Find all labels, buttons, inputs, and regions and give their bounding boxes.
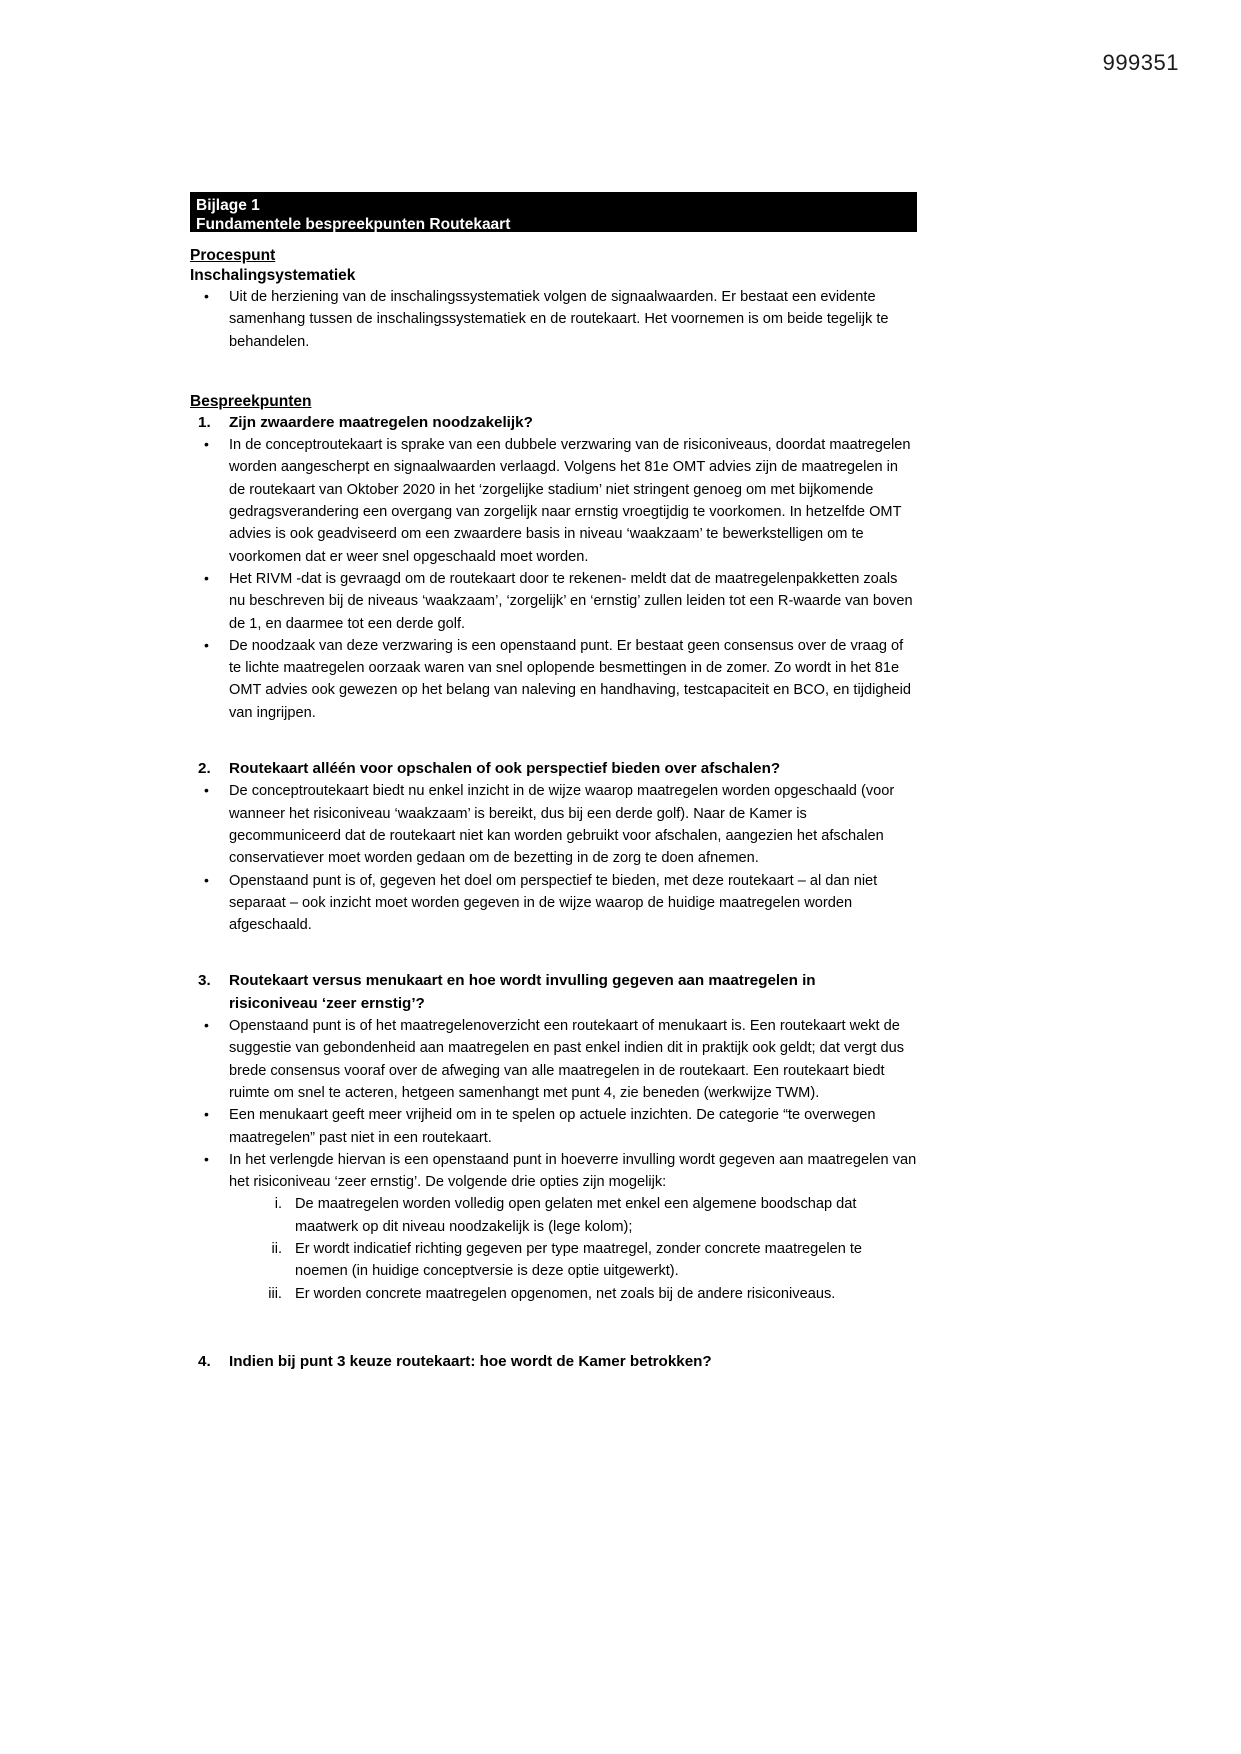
list-item: • In het verlengde hiervan is een openstaand punt in hoeverre invulling wordt gegeven aan maatregelen van het risiconiveau ‘zeer ernstig’. De volgende drie opties zijn mogelijk: — [190, 1149, 917, 1194]
banner-title-line1: Bijlage 1 — [196, 197, 260, 214]
list-item — [190, 1238, 917, 1283]
option-text: Er wordt indicatief richting gegeven per type maatregel, zonder concrete maatregelen te noemen (in huidige conceptversie is deze optie uitgewerkt). — [295, 1240, 863, 1280]
item-title: Indien bij punt 3 keuze routekaart: hoe wordt de Kamer betrokken? — [229, 1352, 712, 1370]
bespreekpunt-2-bullets — [190, 780, 917, 936]
bespreekpunt-3-bullets — [190, 1015, 917, 1193]
spacer — [190, 380, 917, 392]
bespreekpunt-2 — [190, 758, 917, 780]
spacer — [190, 1305, 917, 1339]
list-item: • Openstaand punt is of, gegeven het doel om perspectief te bieden, met deze routekaart – al dan niet separaat – ook inzicht moet worden gegeven in de wijze waarop de huidige maatregelen worden afgeschaald. — [190, 870, 917, 937]
item-number: 2. — [198, 760, 211, 778]
document-content — [190, 192, 917, 1373]
option-numeral: ii. — [271, 1240, 282, 1257]
attachment-banner — [190, 192, 917, 232]
item-number: 3. — [198, 972, 211, 990]
list-item: • Een menukaart geeft meer vrijheid om in te spelen op actuele inzichten. De categorie “te overwegen maatregelen” past niet in een routekaart. — [190, 1104, 917, 1149]
document-number: 999351 — [1102, 50, 1179, 75]
banner-title-line2: Fundamentele bespreekpunten Routekaart — [196, 216, 511, 232]
option-numeral: iii. — [268, 1285, 282, 1302]
heading-procespunt: Procespunt — [190, 247, 276, 264]
item-title: Routekaart alléén voor opschalen of ook perspectief bieden over afschalen? — [229, 760, 781, 778]
option-numeral: i. — [274, 1196, 282, 1213]
bespreekpunt-3-options — [190, 1193, 917, 1304]
spacer — [190, 1339, 917, 1351]
item-title-line2: risiconiveau ‘zeer ernstig’? — [229, 994, 425, 1012]
bespreekpunt-4 — [190, 1351, 917, 1373]
bespreekpunt-title — [190, 1351, 917, 1373]
list-item: • Uit de herziening van de inschalingssystematiek volgen de signaalwaarden. Er bestaat een evidente samenhang tussen de inschalingssystematiek en de routekaart. Het voornemen is om beide tegelijk te behandelen. — [190, 286, 917, 353]
item-title-line1: Routekaart versus menukaart en hoe wordt invulling gegeven aan maatregelen in — [229, 972, 816, 990]
item-number: 1. — [198, 413, 211, 431]
item-title: Zijn zwaardere maatregelen noodzakelijk? — [229, 413, 533, 431]
bespreekpunt-title — [190, 412, 917, 434]
spacer — [190, 724, 917, 758]
bespreekpunt-1 — [190, 412, 917, 434]
bespreekpunt-title — [190, 758, 917, 780]
procespunt-bullet-list — [190, 286, 917, 353]
option-text: Er worden concrete maatregelen opgenomen, net zoals bij de andere risiconiveaus. — [295, 1285, 836, 1302]
list-item: • In de conceptroutekaart is sprake van een dubbele verzwaring van de risiconiveaus, doordat maatregelen worden aangescherpt en signaalwaarden verlaagd. Volgens het 81e OMT advies zijn de maatregelen in de routekaart van Oktober 2020 in het ‘zorgelijke stadium’ niet stringent genoeg om met bijkomende gedragsverandering een overgang van zorgelijk naar ernstig vroegtijdig te voorkomen. In hetzelfde OMT advies is ook geadviseerd om een zwaardere basis in niveau ‘waakzaam’ te bewerkstelligen om te voorkomen dat er weer snel opgeschaald moet worden. — [190, 434, 917, 568]
list-item: • De conceptroutekaart biedt nu enkel inzicht in de wijze waarop maatregelen worden opgeschaald (voor wanneer het risiconiveau ‘waakzaam’ is bereikt, dus bij een derde golf). Naar de Kamer is gecommuniceerd dat de routekaart niet kan worden gebruikt voor afschalen, aangezien het afschalen conservatiever moet worden gedaan om de bezetting in de zorg te doen afnemen. — [190, 780, 917, 869]
item-number: 4. — [198, 1352, 211, 1370]
bespreekpunt-3 — [190, 970, 917, 1015]
list-item — [190, 1193, 917, 1238]
option-text: De maatregelen worden volledig open gelaten met enkel een algemene boodschap dat maatwerk op dit niveau noodzakelijk is (lege kolom); — [295, 1196, 857, 1235]
list-item — [190, 1283, 917, 1305]
bespreekpunt-title — [190, 970, 917, 1015]
spacer — [190, 936, 917, 970]
list-item: • Het RIVM -dat is gevraagd om de routekaart door te rekenen- meldt dat de maatregelenpakketten zoals nu beschreven bij de niveaus ‘waakzaam’, ‘zorgelijk’ en ‘ernstig’ zullen leiden tot een R-waarde van boven de 1, en daarmee tot een derde golf. — [190, 568, 917, 635]
spacer — [190, 353, 917, 380]
list-item: • De noodzaak van deze verzwaring is een openstaand punt. Er bestaat geen consensus over de vraag of te lichte maatregelen oorzaak waren van snel oplopende besmettingen in de zomer. Zo wordt in het 81e OMT advies ook gewezen op het belang van naleving en handhaving, testcapaciteit en BCO, en tijdigheid van ingrijpen. — [190, 635, 917, 724]
heading-inschalingsystematiek: Inschalingsystematiek — [190, 267, 356, 284]
bespreekpunt-1-bullets — [190, 434, 917, 724]
heading-bespreekpunten: Bespreekpunten — [190, 392, 312, 410]
list-item: • Openstaand punt is of het maatregelenoverzicht een routekaart of menukaart is. Een routekaart wekt de suggestie van gebondenheid aan maatregelen en past enkel indien dit in praktijk ook geldt; dat vergt dus brede consensus vooraf over de afweging van alle maatregelen in de routekaart. Een routekaart biedt ruimte om snel te acteren, hetgeen samenhangt met punt 4, zie beneden (werkwijze TWM). — [190, 1015, 917, 1104]
spacer — [190, 232, 917, 246]
